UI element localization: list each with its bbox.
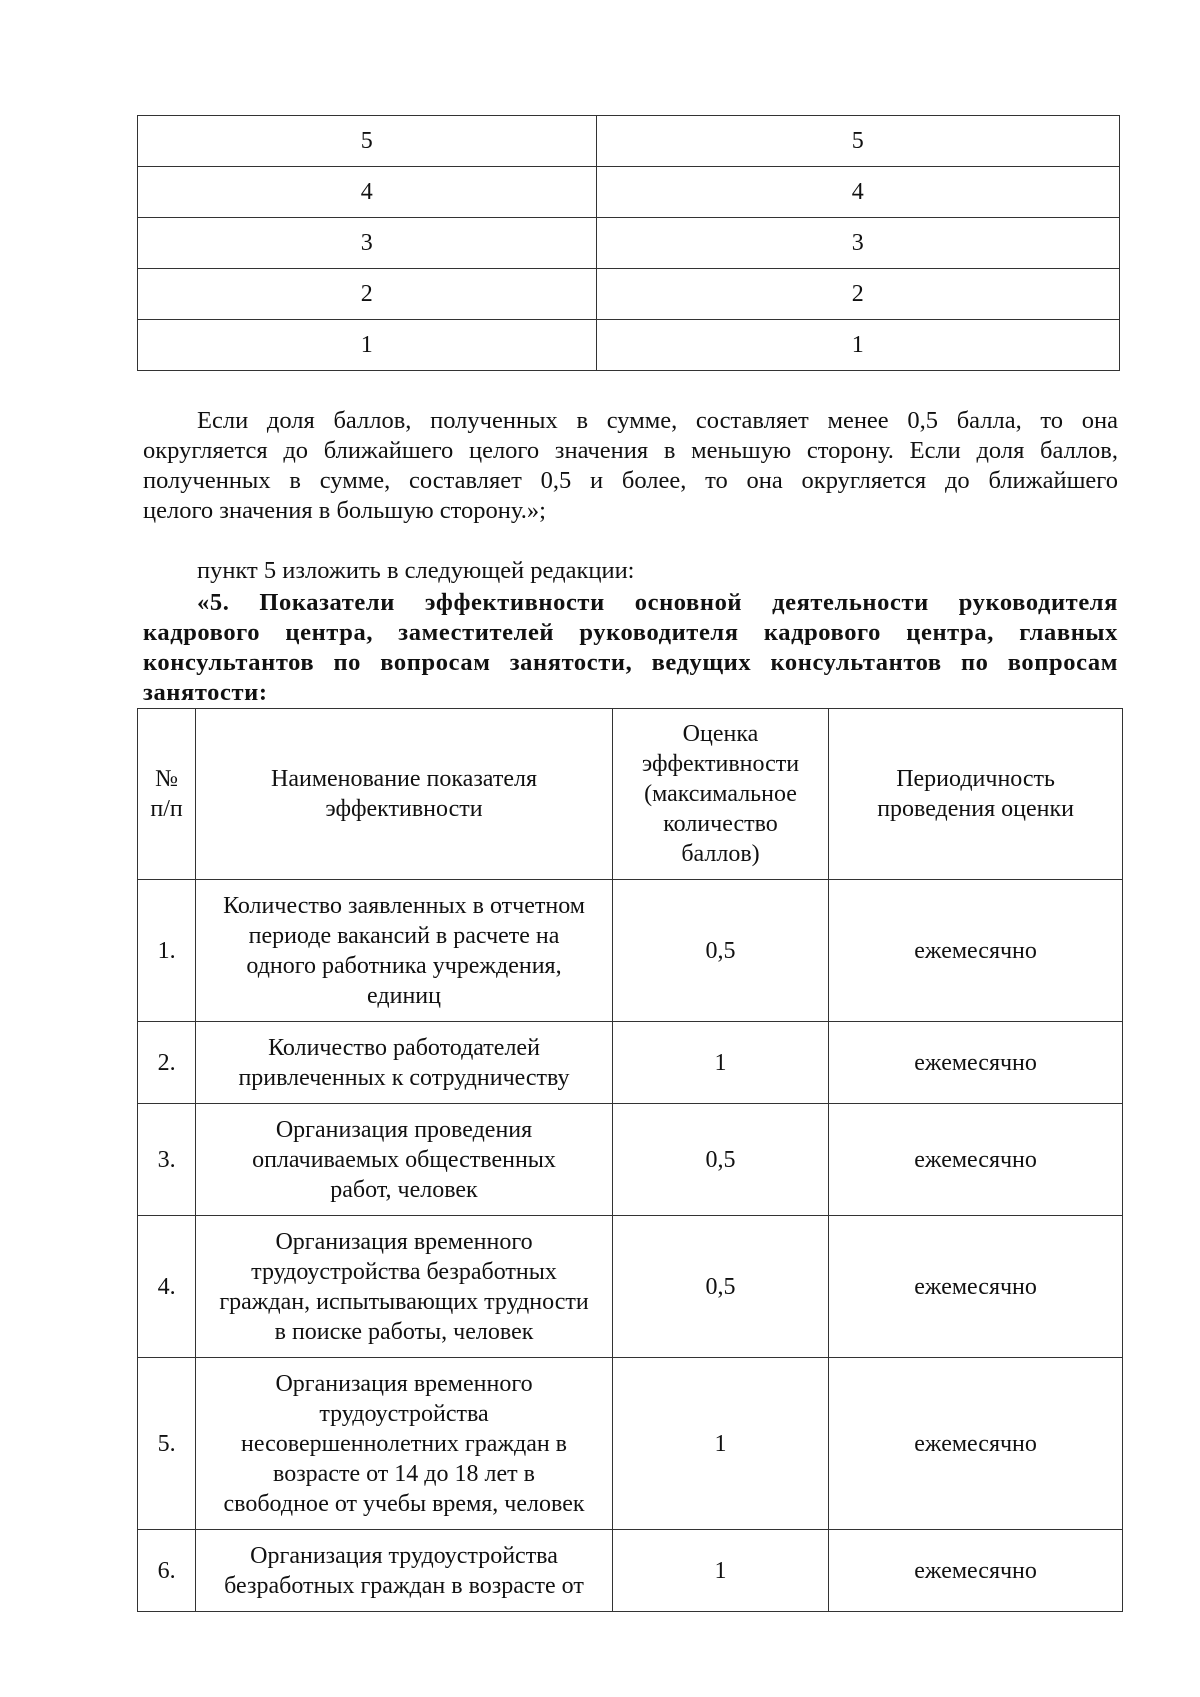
row-num: 5. [138, 1358, 196, 1530]
name-line: свободное от учебы время, человек [223, 1490, 585, 1517]
name-line: оплачиваемых общественных [252, 1146, 556, 1173]
row-score: 0,5 [612, 1104, 828, 1216]
heading-line: консультантов по вопросам занятости, ведущих консультантов по вопросам [143, 649, 1118, 676]
name-line: Количество заявленных в отчетном [223, 892, 585, 919]
table-cell: 5 [596, 116, 1119, 167]
name-line: Организация временного [275, 1228, 533, 1255]
row-period: ежемесячно [829, 1104, 1123, 1216]
paragraph-line: пункт 5 изложить в следующей редакции: [197, 557, 635, 584]
header-line: Наименование показателя [271, 766, 537, 792]
heading-line: «5. Показатели эффективности основной деятельности руководителя [197, 589, 1118, 616]
header-score [612, 709, 828, 880]
table-row [138, 167, 1120, 218]
table-cell: 2 [138, 269, 597, 320]
row-name [196, 1530, 613, 1612]
name-line: Организация проведения [275, 1116, 533, 1143]
paragraph-line: целого значения в большую сторону.»; [143, 497, 546, 524]
paragraph-line: округляется до ближайшего целого значения в меньшую сторону. Если доля баллов, [143, 437, 1118, 464]
row-num: 3. [138, 1104, 196, 1216]
header-line: № [155, 766, 179, 792]
row-num: 1. [138, 880, 196, 1022]
table-cell: 1 [596, 320, 1119, 371]
table-cell: 3 [138, 218, 597, 269]
row-period: ежемесячно [829, 1022, 1123, 1104]
table-cell: 3 [596, 218, 1119, 269]
name-line: граждан, испытывающих трудности [219, 1288, 589, 1315]
table-cell: 1 [138, 320, 597, 371]
row-score: 0,5 [612, 1216, 828, 1358]
row-score: 0,5 [612, 880, 828, 1022]
point-paragraph [143, 556, 1118, 586]
name-line: безработных граждан в возрасте от [224, 1572, 584, 1599]
header-period [829, 709, 1123, 880]
table-row [138, 116, 1120, 167]
table-cell: 4 [138, 167, 597, 218]
row-period: ежемесячно [829, 1530, 1123, 1612]
header-line: баллов) [681, 841, 760, 867]
row-period: ежемесячно [829, 880, 1123, 1022]
table-cell: 4 [596, 167, 1119, 218]
table-cell: 2 [596, 269, 1119, 320]
row-name [196, 1216, 613, 1358]
table-row [138, 1104, 1123, 1216]
row-num: 6. [138, 1530, 196, 1612]
row-period: ежемесячно [829, 1216, 1123, 1358]
paragraph-line: полученных в сумме, составляет 0,5 и более, то она округляется до ближайшего [143, 467, 1118, 494]
name-line: возрасте от 14 до 18 лет в [273, 1460, 535, 1487]
header-line: эффективности [325, 796, 483, 822]
header-num [138, 709, 196, 880]
name-line: работ, человек [330, 1176, 478, 1203]
row-name [196, 1022, 613, 1104]
name-line: единиц [367, 982, 441, 1009]
header-line: Периодичность [896, 766, 1055, 792]
name-line: в поиске работы, человек [274, 1318, 534, 1345]
rounding-paragraph [143, 406, 1118, 526]
table-header-row [138, 709, 1123, 880]
row-period: ежемесячно [829, 1358, 1123, 1530]
heading-line: кадрового центра, заместителей руководителя кадрового центра, главных [143, 619, 1118, 646]
row-score: 1 [612, 1530, 828, 1612]
table-row [138, 880, 1123, 1022]
header-line: (максимальное [644, 781, 797, 807]
header-line: Оценка [682, 721, 759, 747]
row-name [196, 880, 613, 1022]
section-heading [143, 588, 1118, 708]
table-row [138, 1358, 1123, 1530]
table-cell: 5 [138, 116, 597, 167]
table-row [138, 1530, 1123, 1612]
name-line: трудоустройства безработных [251, 1258, 557, 1285]
header-line: эффективности [641, 751, 800, 777]
name-line: трудоустройства [319, 1400, 489, 1427]
name-line: Количество работодателей [268, 1034, 540, 1061]
table-row [138, 320, 1120, 371]
score-table [137, 115, 1120, 371]
table-row [138, 269, 1120, 320]
name-line: периоде вакансий в расчете на [248, 922, 560, 949]
name-line: Организация трудоустройства [250, 1542, 558, 1569]
row-num: 4. [138, 1216, 196, 1358]
header-line: проведения оценки [877, 796, 1074, 822]
name-line: привлеченных к сотрудничеству [238, 1064, 570, 1091]
header-line: п/п [150, 796, 183, 822]
table-row [138, 1022, 1123, 1104]
row-score: 1 [612, 1358, 828, 1530]
heading-line: занятости: [143, 679, 268, 706]
row-name [196, 1358, 613, 1530]
row-num: 2. [138, 1022, 196, 1104]
name-line: одного работника учреждения, [246, 952, 562, 979]
name-line: несовершеннолетних граждан в [241, 1430, 568, 1457]
table-row [138, 1216, 1123, 1358]
name-line: Организация временного [275, 1370, 533, 1397]
table-row [138, 218, 1120, 269]
header-name [196, 709, 613, 880]
paragraph-line: Если доля баллов, полученных в сумме, составляет менее 0,5 балла, то она [197, 407, 1118, 434]
row-name [196, 1104, 613, 1216]
indicators-table [137, 708, 1123, 1612]
row-score: 1 [612, 1022, 828, 1104]
header-line: количество [663, 811, 778, 837]
